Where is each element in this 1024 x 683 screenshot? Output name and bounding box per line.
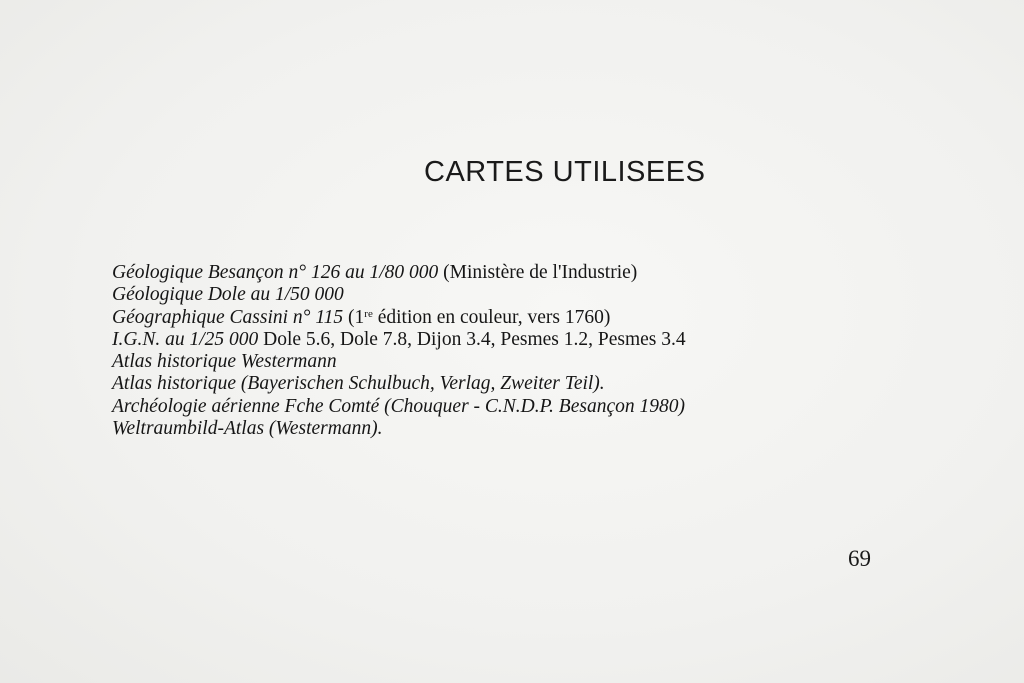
reference-detail: (Ministère de l'Industrie) <box>438 262 638 283</box>
reference-item <box>112 284 686 306</box>
reference-item <box>112 373 686 395</box>
reference-title: Géologique Besançon n° 126 au 1/80 000 <box>112 262 439 283</box>
reference-item <box>112 329 686 351</box>
reference-item <box>112 418 686 440</box>
maps-reference-list <box>112 262 686 440</box>
reference-item <box>112 351 686 373</box>
reference-detail: édition en couleur, vers 1760) <box>372 306 611 328</box>
reference-item <box>112 262 686 284</box>
page-number: 69 <box>848 546 871 571</box>
reference-detail-prefix: (1 <box>343 306 365 328</box>
page-title: CARTES UTILISEES <box>424 156 706 188</box>
reference-title: Archéologie aérienne Fche Comté (Chouquer - C.N.D.P. Besançon 1980) <box>112 395 685 417</box>
reference-title: Weltraumbild-Atlas (Westermann). <box>112 418 383 440</box>
reference-item <box>112 396 686 418</box>
reference-title: Géologique Dole au 1/50 000 <box>112 284 344 306</box>
reference-detail: Dole 5.6, Dole 7.8, Dijon 3.4, Pesmes 1.2, Pesmes 3.4 <box>258 328 686 350</box>
reference-item <box>112 307 686 329</box>
ordinal-superscript: re <box>364 307 373 320</box>
reference-title: Atlas historique Westermann <box>112 351 337 373</box>
reference-title: Atlas historique (Bayerischen Schulbuch, Verlag, Zweiter Teil). <box>112 373 605 395</box>
reference-title: I.G.N. au 1/25 000 <box>112 328 259 350</box>
reference-title: Géographique Cassini n° 115 <box>112 306 344 328</box>
